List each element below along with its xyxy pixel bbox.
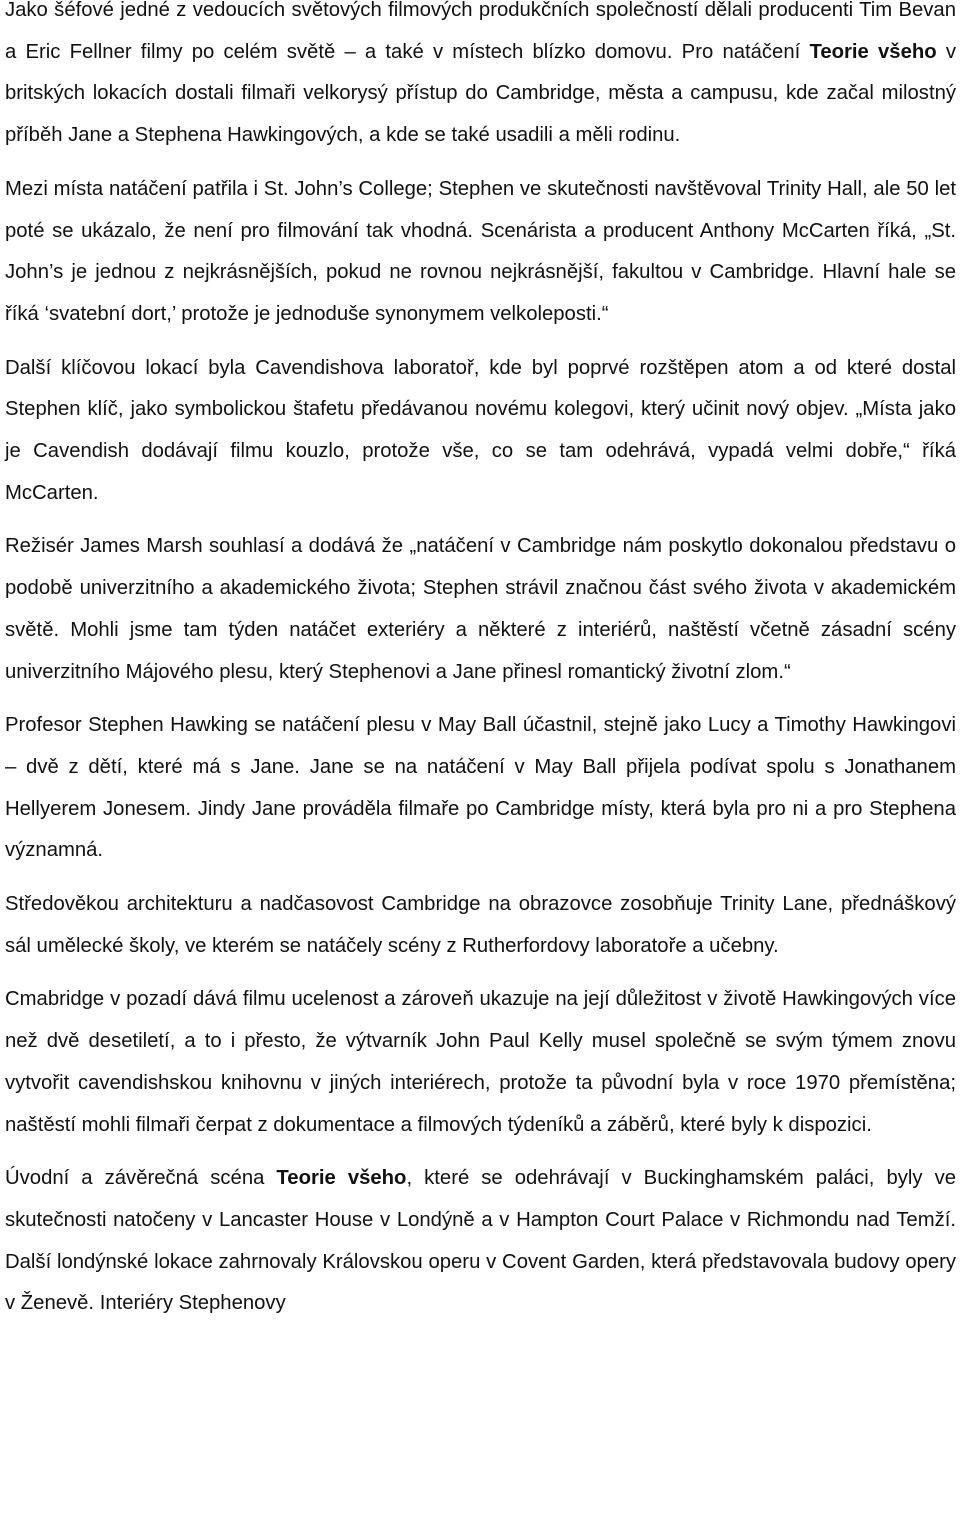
paragraph xyxy=(5,169,956,336)
paragraph xyxy=(5,884,956,967)
paragraph-text-run: Úvodní a závěrečná scéna xyxy=(5,1167,277,1190)
paragraph xyxy=(5,526,956,693)
paragraph xyxy=(5,348,956,515)
paragraph-text-run: Režisér James Marsh souhlasí a dodává že „natáčení v Cambridge nám poskytlo dokonalou představu o podobě univerzitního a akademického života; Stephen strávil značnou část svého života v akademickém světě. Mohli jsme tam týden natáčet exteriéry a některé z interiérů, naštěstí včetně zásadní scény univerzitního Májového plesu, který Stephenovi a Jane přinesl romantický životní zlom.“ xyxy=(5,535,956,683)
paragraph-text-run: Profesor Stephen Hawking se natáčení plesu v May Ball účastnil, stejně jako Lucy a Timothy Hawkingovi – dvě z dětí, které má s Jane. Jane se na natáčení v May Ball přijela podívat spolu s Jonathanem Hellyerem Jonesem. Jindy Jane prováděla filmaře po Cambridge místy, která byla pro ni a pro Stephena významná. xyxy=(5,714,956,862)
paragraph-text-run: v britských lokacích dostali filmaři velkorysý přístup do Cambridge, města a campusu, kde začal milostný příběh Jane a Stephena Hawkingových, a kde se také usadili a měli rodinu. xyxy=(5,40,957,147)
paragraph-text-run: Mezi místa natáčení patřila i St. John’s College; Stephen ve skutečnosti navštěvoval Trinity Hall, ale 50 let poté se ukázalo, že není pro filmování tak vhodná. Scenárista a producent Anthony McCarten říká, „St. John’s je jednou z nejkrásnějších, pokud ne rovnou nejkrásnější, fakultou v Cambridge. Hlavní hale se říká ‘svatební dort,’ protože je jednoduše synonymem velkoleposti.“ xyxy=(5,177,956,325)
paragraph-text-run: Cmabridge v pozadí dává filmu ucelenost a zároveň ukazuje na její důležitost v životě Hawkingových více než dvě desetiletí, a to i přesto, že výtvarník John Paul Kelly musel společně se svým týmem znovu vytvořit cavendishskou knihovnu v jiných interiérech, protože ta původní byla v roce 1970 přemístěna; naštěstí mohli filmaři čerpat z dokumentace a filmových týdeníků a záběrů, které byly k dispozici. xyxy=(5,988,956,1136)
paragraph-text-run: Další klíčovou lokací byla Cavendishova laboratoř, kde byl poprvé rozštěpen atom a od které dostal Stephen klíč, jako symbolickou štafetu předávanou novému kolegovi, který učinit nový objev. „Místa jako je Cavendish dodávají filmu kouzlo, protože vše, co se tam odehrává, vypadá velmi dobře,“ říká McCarten. xyxy=(5,356,956,504)
paragraph xyxy=(5,705,956,872)
paragraph xyxy=(5,1158,956,1325)
document-page xyxy=(5,0,956,1337)
paragraph xyxy=(5,979,956,1146)
film-title-text: Teorie všeho xyxy=(809,40,937,63)
paragraph xyxy=(5,0,956,157)
film-title-text: Teorie všeho xyxy=(276,1167,407,1190)
paragraph-text-run: Středověkou architekturu a nadčasovost Cambridge na obrazovce zosobňuje Trinity Lane, přednáškový sál umělecké školy, ve kterém se natáčely scény z Rutherfordovy laboratoře a učebny. xyxy=(5,893,956,957)
paragraph-text-run: , které se odehrávají v Buckinghamském paláci, byly ve skutečnosti natočeny v Lancaster House v Londýně a v Hampton Court Palace v Richmondu nad Temží. Další londýnské lokace zahrnovaly Královskou operu v Covent Garden, která představovala budovy opery v Ženevě. Interiéry Stephenovy xyxy=(5,1167,956,1315)
paragraph-text-run: Jako šéfové jedné z vedoucích světových filmových produkčních společností dělali producenti Tim Bevan a Eric Fellner filmy po celém světě – a také v místech blízko domovu. Pro natáčení xyxy=(5,0,956,63)
